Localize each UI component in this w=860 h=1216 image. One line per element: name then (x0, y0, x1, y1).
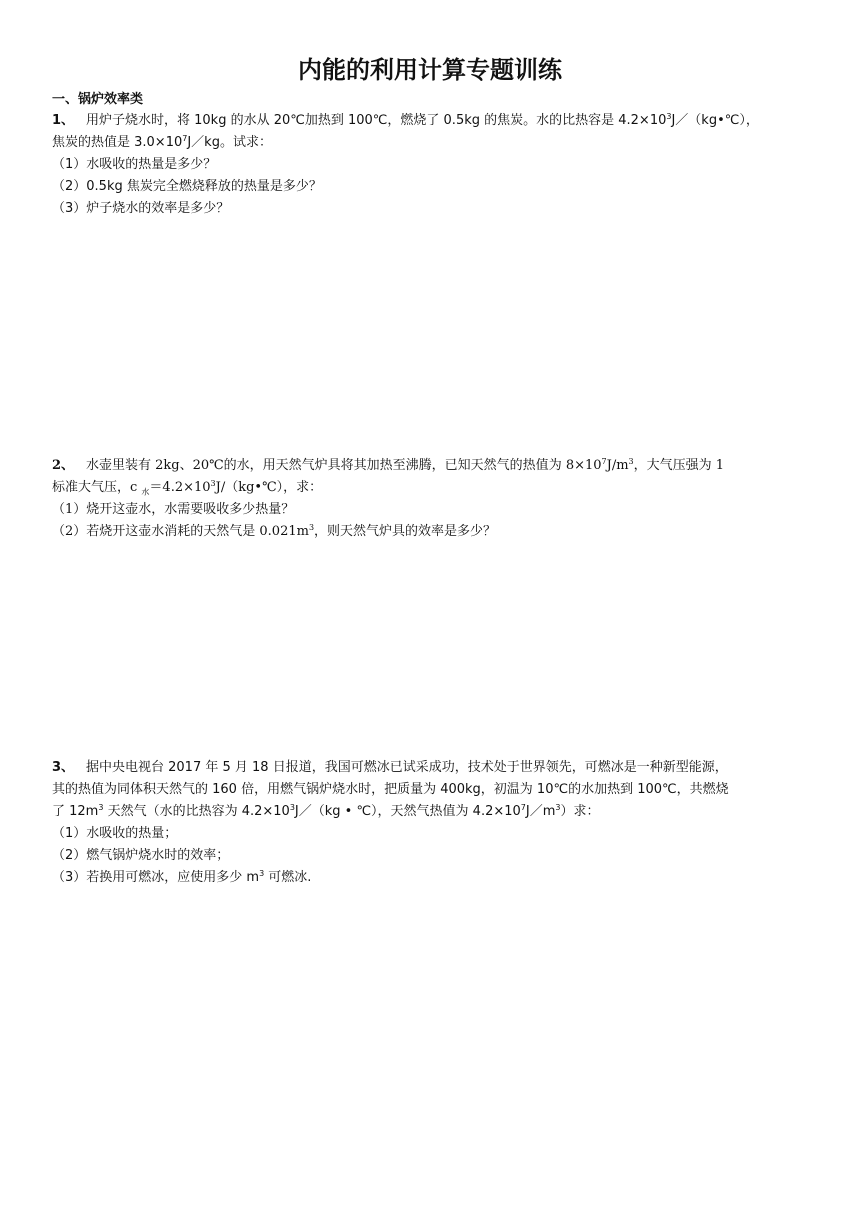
question-1-sub-1: （1）水吸收的热量是多少？ (52, 157, 217, 172)
question-1-sub-2: （2）0.5kg 焦炭完全燃烧释放的热量是多少？ (52, 179, 322, 194)
question-1-sub-3: （3）炉子烧水的效率是多少？ (52, 201, 230, 216)
question-2-sub-1: （1）烧开这壶水，水需要吸收多少热量？ (52, 502, 295, 517)
question-number: 3、 (52, 760, 75, 775)
question-3-stem-line2: 其的热值为同体积天然气的 160 倍，用燃气锅炉烧水时，把质量为 400kg，初温为 10℃的水加热到 100℃，共燃烧 (52, 782, 729, 797)
question-2-stem-line2: 标准大气压，c $_水=4.2\times 10^3J/(kg•℃)$，求： (52, 479, 323, 497)
question-3-stem-line3: 了 $12m^3$ 天然气（水的比热容为 $4.2\times 10^3J/(kg$ • ℃），天然气热值为 $4.2\times 10^7J/m^3$）求： (52, 803, 600, 819)
question-2 (52, 455, 812, 543)
page-title: 内能的利用计算专题训练 (298, 56, 562, 84)
question-3-sub-3: （3）若换用可燃冰，应使用多少 $m^3$ 可燃冰. (52, 869, 312, 885)
question-3-stem: 3、 据中央电视台 2017 年 5 月 18 日报道，我国可燃冰已试采成功，技术处于世界领先，可燃冰是一种新型能源， (52, 757, 812, 779)
question-1-stem: 1、 用炉子烧水时，将 10kg 的水从 20℃加热到 100℃，燃烧了 0.5kg 的焦炭。水的比热容是 $4.2\times 10^3J/(kg•℃)$， (52, 110, 812, 132)
question-1 (52, 110, 812, 220)
question-number: 1、 (52, 113, 75, 128)
question-3-sub-2: （2）燃气锅炉烧水时的效率； (52, 848, 230, 863)
question-1-stem-line2: 焦炭的热值是 $3.0\times 10^7J/kg$。试求： (52, 134, 272, 150)
question-3 (52, 757, 812, 889)
question-2-stem: 2、 水壶里装有 2kg、20℃的水，用天然气炉具将其加热至沸腾，已知天然气的热值为 $8\times 10^7J/m^3$，大气压强为 1 (52, 455, 812, 477)
question-3-sub-1: （1）水吸收的热量； (52, 826, 178, 841)
question-number: 2、 (52, 458, 75, 473)
question-2-sub-2: （2）若烧开这壶水消耗的天然气是 $0.021m^3$，则天然气炉具的效率是多少？ (52, 523, 497, 539)
section-heading: 一、锅炉效率类 (52, 92, 144, 107)
